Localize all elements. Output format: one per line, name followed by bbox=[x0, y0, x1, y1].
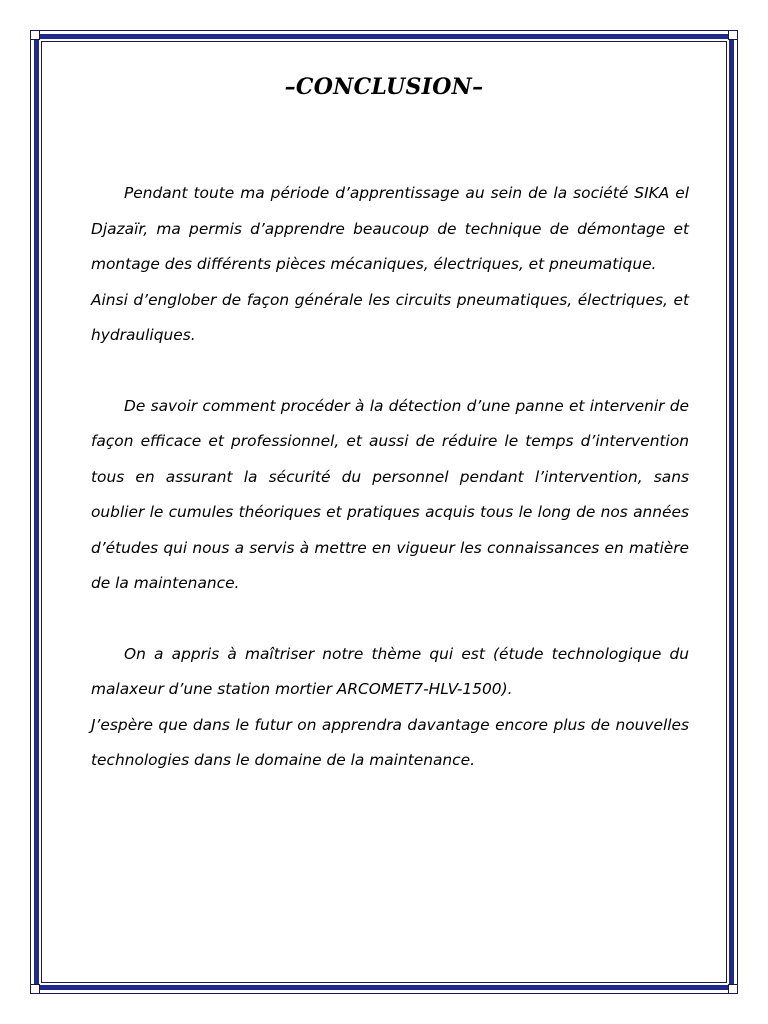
border-corner-top-left bbox=[30, 30, 40, 40]
border-corner-bottom-left bbox=[30, 984, 40, 994]
border-corner-bottom-right bbox=[728, 984, 738, 994]
paragraph-circuits: Ainsi d’englober de façon générale les circuits pneumatiques, électriques, et hydrauliques. bbox=[91, 290, 689, 344]
page-title: –CONCLUSION– bbox=[284, 74, 484, 100]
paragraph-apprenticeship: Pendant toute ma période d’apprentissage au sein de la société SIKA el Djazaïr, ma permis d’apprendre beaucoup de technique de démontage et montage des différents pièces mécaniques, électriques, et pneumatique. bbox=[91, 184, 689, 273]
paragraph-future: J’espère que dans le futur on apprendra davantage encore plus de nouvelles technologies dans le domaine de la maintenance. bbox=[91, 715, 689, 769]
paragraph-fault-detection: De savoir comment procéder à la détection d’une panne et intervenir de façon efficace et professionnel, et aussi de réduire le temps d’intervention tous en assurant la sécurité du personnel pendant l’intervention, sans oublier le cumules théoriques et pratiques acquis tous le long de nos années d’études qui nous a servis à mettre en vigueur les connaissances en matière de la maintenance. bbox=[91, 396, 689, 592]
conclusion-body bbox=[91, 176, 689, 779]
paragraph-spacer bbox=[91, 354, 689, 389]
paragraph-theme: On a appris à maîtriser notre thème qui est (étude technologique du malaxeur d’une station mortier ARCOMET7-HLV-1500). bbox=[91, 644, 689, 698]
border-corner-top-right bbox=[728, 30, 738, 40]
paragraph-spacer bbox=[91, 602, 689, 637]
